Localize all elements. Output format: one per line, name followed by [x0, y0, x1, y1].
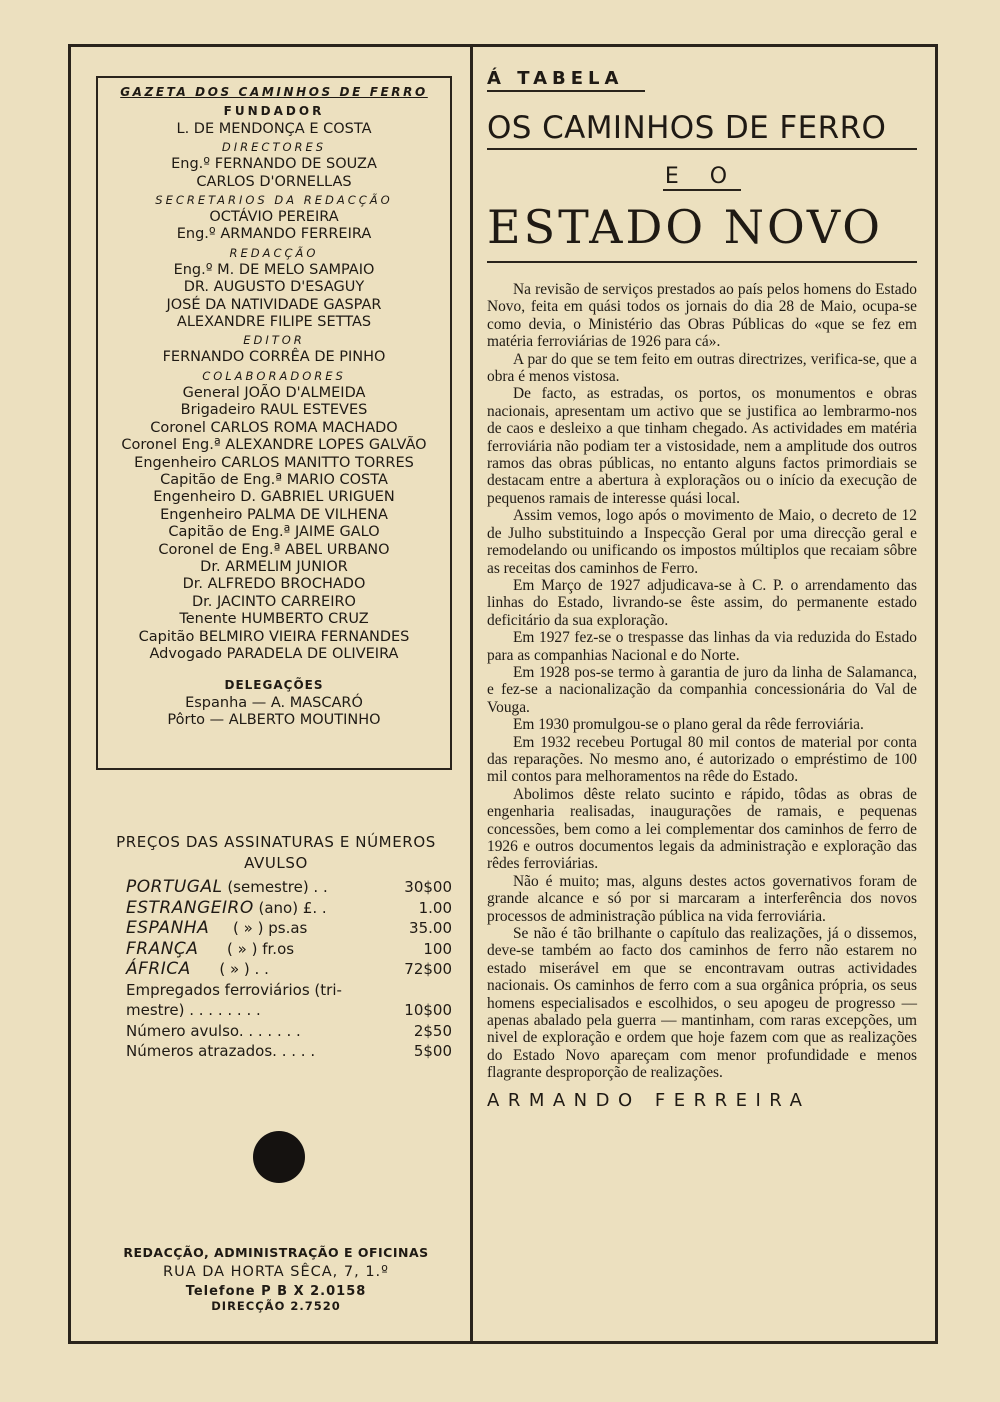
price-row [100, 877, 452, 898]
price-period: (semestre) . . [222, 878, 328, 896]
price-row [100, 918, 452, 939]
price-row [100, 1000, 452, 1021]
price-row [100, 1041, 452, 1062]
article-paragraph: Em 1932 recebeu Portugal 80 mil contos de material por conta das reparações. No mesmo ano, é autorizado o empréstimo de 100 mil contos para melhoramentos na rêde do Estado. [487, 733, 917, 786]
staff-box [96, 76, 452, 770]
employees-label-cont: mestre) . . . . . . . . [126, 1001, 261, 1019]
price-row [100, 959, 452, 980]
prices-title: PREÇOS DAS ASSINATURAS E NÚMEROS [116, 833, 436, 851]
collaborator-name: Dr. ARMELIM JUNIOR [200, 558, 348, 575]
address-heading: REDACÇÃO, ADMINISTRAÇÃO E OFICINAS [123, 1245, 429, 1260]
article-title-line1: OS CAMINHOS DE FERRO [487, 110, 887, 146]
collaborators-title: COLABORADORES [202, 368, 346, 383]
title-rule-bottom [487, 261, 917, 263]
article-title-line2 [487, 164, 917, 189]
price-region: FRANÇA [126, 938, 199, 959]
redaction-name: JOSÉ DA NATIVIDADE GASPAR [166, 296, 382, 313]
address-street: RUA DA HORTA SÊCA, 7, 1.º [163, 1264, 389, 1280]
article-paragraph: Se não é tão brilhante o capítulo das realizações, já o dissemos, deve-se também ao facto dos caminhos de ferro não estarem no estado miserável em que se encontravam outras actividades nacionais. Os caminhos de ferro com a sua orgânica própria, os seus homens especialisados e escolhidos, o seu apogeu de progresso — apenas abalado pela guerra — mantinham, com raras excepções, um nivel de exploração e ordem que hoje fazem com que as realizações do Estado Novo apareçam com menor profundidade e menos flagrante desproporção de realizações. [487, 925, 917, 1082]
collaborator-name: Coronel CARLOS ROMA MACHADO [150, 419, 398, 436]
price-value: 35.00 [409, 919, 452, 937]
price-value: 5$00 [413, 1042, 452, 1060]
article-paragraph: A par do que se tem feito em outras directrizes, verifica-se, que a obra é menos vistosa. [487, 350, 917, 386]
black-dot-ornament [253, 1131, 305, 1183]
collaborator-name: General JOÃO D'ALMEIDA [182, 384, 366, 401]
article [487, 68, 917, 1111]
editor-name: FERNANDO CORRÊA DE PINHO [162, 349, 386, 366]
redaction-name: DR. AUGUSTO D'ESAGUY [183, 279, 365, 296]
founder-name: L. DE MENDONÇA E COSTA [176, 120, 372, 137]
price-region: ESTRANGEIRO [126, 897, 254, 918]
secretary-name: Eng.º ARMANDO FERREIRA [176, 226, 372, 243]
collaborator-name: Coronel de Eng.ª ABEL URBANO [158, 541, 390, 558]
article-paragraph: De facto, as estradas, os portos, os monumentos e obras nacionais, apresentam um activo que se justifica ao lembrarmo-nos de caos e desleixo a que tinham chegado. As actividades em matéria ferroviária não podiam ter a vistosidade, nem a amplitude dos outros ramos das obras públicas, no entanto alguns factos primordiais se destacam entre a abertura à exploraçãos ou o início da execução de pequenos ramais de interesse quási local. [487, 385, 917, 507]
price-period: ( » ) ps.as [209, 919, 308, 937]
employees-label: Empregados ferroviários (tri- [126, 980, 342, 999]
prices-title-line2: AVULSO [244, 853, 308, 872]
masthead: GAZETA DOS CAMINHOS DE FERRO [120, 85, 428, 99]
price-row [100, 939, 452, 960]
article-title-eo: E O [664, 164, 740, 189]
collaborator-name: Capitão de Eng.ª JAIME GALO [168, 524, 380, 541]
article-kicker: Á TABELA [487, 68, 645, 92]
article-paragraph: Não é muito; mas, alguns destes actos governativos foram de grande alcance e só por si marcaram a interferência dos novos processos de administração pública na vida ferroviária. [487, 872, 917, 925]
price-value: 30$00 [404, 878, 452, 896]
collaborator-name: Coronel Eng.ª ALEXANDRE LOPES GALVÃO [121, 437, 427, 454]
article-signature: ARMANDO FERREIRA [487, 1089, 811, 1111]
collaborator-name: Capitão BELMIRO VIEIRA FERNANDES [138, 628, 410, 645]
secretary-name: OCTÁVIO PEREIRA [209, 209, 339, 226]
price-period: ( » ) fr.os [198, 939, 295, 958]
article-paragraph: Em 1928 pos-se termo à garantia de juro da linha de Salamanca, e fez-se a nacionalização da companhia concessionária do Val de Vouga. [487, 663, 917, 716]
article-paragraph: Assim vemos, logo após o movimento de Maio, o decreto de 12 de Julho substituindo a Inspecção Geral por uma direcção geral e remodelando ou unificando os impostos múltiplos que recaiam sôbre as receitas dos caminhos de Ferro. [487, 507, 917, 577]
secretaries-title: SECRETARIOS DA REDACÇÃO [155, 193, 393, 208]
collaborator-name: Dr. ALFREDO BROCHADO [182, 576, 366, 593]
redaction-name: Eng.º M. DE MELO SAMPAIO [173, 261, 375, 278]
price-value: 72$00 [404, 960, 452, 978]
price-value: 10$00 [404, 1001, 452, 1019]
price-value: 100 [423, 939, 452, 958]
price-region: ÁFRICA [126, 959, 191, 979]
price-period: (ano) £. . [253, 898, 327, 917]
price-region: PORTUGAL [126, 877, 223, 897]
article-paragraph: Em Março de 1927 adjudicava-se à C. P. o arrendamento das linhas do Estado, livrando-se êste assim, do permanente estado deficitário da sua exploração. [487, 576, 917, 629]
address-direction-phone: DIRECÇÃO 2.7520 [211, 1299, 341, 1313]
redaction-name: ALEXANDRE FILIPE SETTAS [176, 314, 372, 331]
collaborator-name: Brigadeiro RAUL ESTEVES [180, 402, 368, 419]
price-period: ( » ) . . [190, 960, 269, 978]
price-value: 2$50 [413, 1021, 452, 1040]
collaborator-name: Tenente HUMBERTO CRUZ [179, 611, 369, 628]
price-row [100, 1021, 452, 1042]
publisher-address [100, 1245, 452, 1313]
collaborator-name: Advogado PARADELA DE OLIVEIRA [149, 645, 399, 662]
article-body [487, 281, 917, 1082]
founder-title: FUNDADOR [223, 104, 325, 119]
director-name: CARLOS D'ORNELLAS [196, 173, 352, 190]
single-issue-label: Número avulso. . . . . . . [126, 1021, 301, 1040]
article-title-line3: ESTADO NOVO [487, 200, 883, 254]
article-paragraph: Abolimos dêste relato sucinto e rápido, tôdas as obras de engenharia realisadas, inaugurações de ramais, e pequenas concessões, bem como a lei complementar dos caminhos de ferro de 1926 e outros documentos legais da administração e exploração das rêdes ferroviárias. [487, 785, 917, 873]
price-row [100, 898, 452, 919]
article-paragraph: Em 1927 fez-se o trespasse das linhas da via reduzida do Estado para as companhias Nacional e do Norte. [487, 629, 917, 664]
price-value: 1.00 [418, 898, 452, 917]
column-divider [470, 44, 473, 1344]
price-region: ESPANHA [126, 918, 210, 938]
back-issues-label: Números atrazados. . . . . [126, 1042, 316, 1060]
delegation-entry: Pôrto — ALBERTO MOUTINHO [167, 712, 381, 729]
collaborator-name: Capitão de Eng.ª MARIO COSTA [160, 471, 388, 488]
editor-title: EDITOR [243, 333, 305, 348]
address-phone: Telefone P B X 2.0158 [185, 1284, 367, 1299]
directors-title: DIRECTORES [221, 140, 327, 155]
redaction-title: REDACÇÃO [229, 245, 319, 260]
collaborator-name: Engenheiro D. GABRIEL URIGUEN [153, 489, 395, 506]
collaborator-name: Engenheiro PALMA DE VILHENA [160, 506, 388, 523]
delegations-title: DELEGAÇÕES [224, 678, 324, 693]
director-name: Eng.º FERNANDO DE SOUZA [171, 156, 377, 173]
article-paragraph: Na revisão de serviços prestados ao país pelos homens do Estado Novo, feita em quási todos os jornais do dia 28 de Maio, ocupa-se como devia, o Ministério das Obras Públicas do «que se fez em matéria ferroviárias de 1926 para cá». [487, 281, 917, 351]
article-paragraph: Em 1930 promulgou-se o plano geral da rêde ferroviária. [513, 716, 864, 734]
delegation-entry: Espanha — A. MASCARÓ [185, 694, 363, 711]
collaborator-name: Engenheiro CARLOS MANITTO TORRES [134, 454, 414, 471]
subscription-prices [100, 832, 452, 1062]
title-rule [487, 148, 917, 150]
collaborator-name: Dr. JACINTO CARREIRO [192, 593, 356, 610]
